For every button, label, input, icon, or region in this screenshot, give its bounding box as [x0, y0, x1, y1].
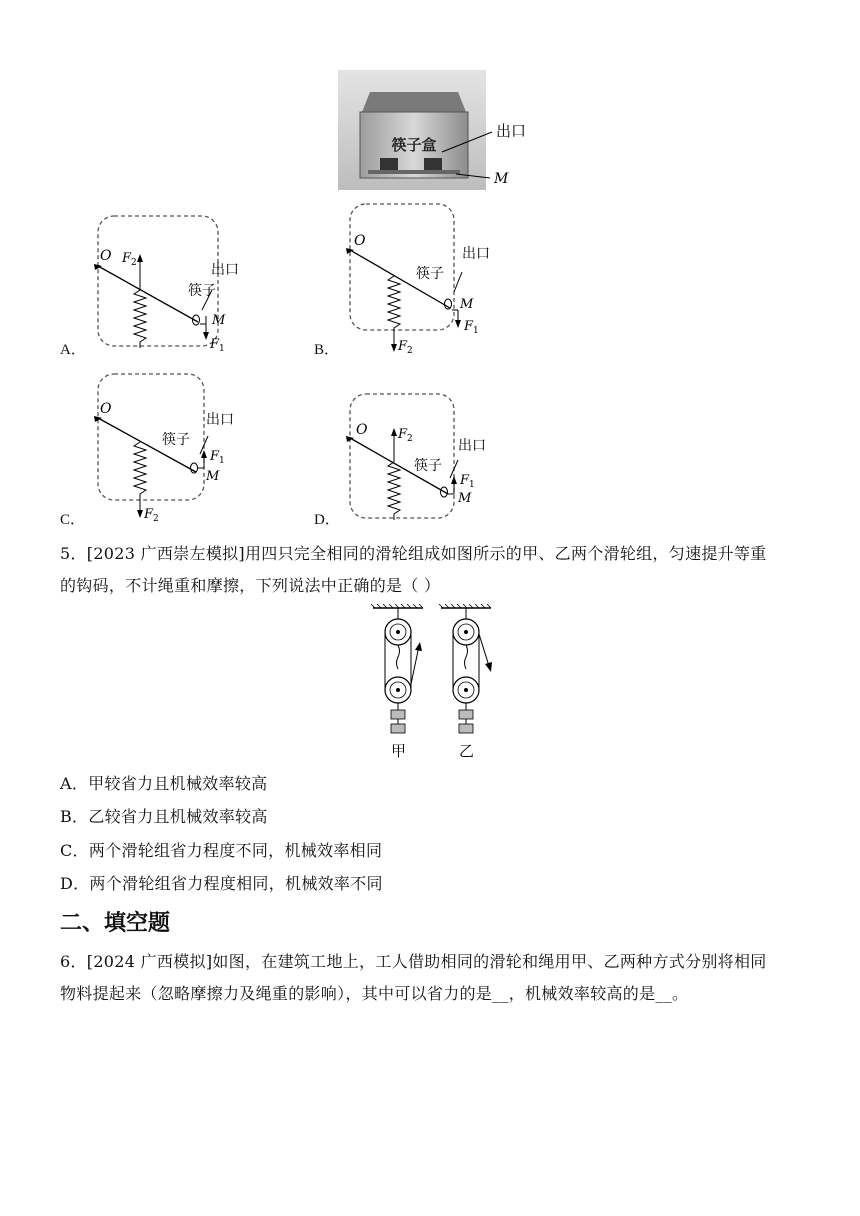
option-d	[314, 390, 534, 530]
pivot-o: O	[354, 233, 366, 249]
option-c	[60, 368, 280, 528]
option-a-diagram	[88, 210, 268, 360]
question-6-stem	[60, 946, 830, 1010]
force-f1-sub: 1	[473, 326, 479, 336]
force-f1: F	[210, 449, 220, 464]
option-letter: B．	[314, 342, 340, 358]
choice-c[interactable]: C．两个滑轮组省力程度不同，机械效率相同	[60, 841, 383, 860]
chopstick-label: 筷子	[416, 266, 444, 282]
pivot-o: O	[100, 401, 112, 417]
question-5-line-2: 的钩码，不计绳重和摩擦，下列说法中正确的是（ ）	[60, 576, 441, 595]
force-f1: F	[460, 473, 470, 488]
force-f2: F	[398, 427, 408, 442]
force-f2-sub: 2	[407, 434, 413, 444]
outlet-label: 出口	[211, 262, 239, 278]
choice-b[interactable]: B．乙较省力且机械效率较高	[60, 807, 268, 826]
m-label: M	[212, 313, 226, 328]
force-f2-sub: 2	[153, 514, 159, 524]
question-6-line-1: 6．[2024 广西模拟]如图，在建筑工地上，工人借助相同的滑轮和绳用甲、乙两种方式分别将相同	[60, 952, 767, 971]
force-f2: F	[144, 507, 154, 522]
option-c-diagram	[88, 368, 278, 528]
choice-a[interactable]: A．甲较省力且机械效率较高	[60, 774, 268, 793]
option-d-diagram	[344, 390, 534, 530]
force-f1-sub: 1	[219, 344, 225, 354]
outlet-label: 出口	[206, 412, 234, 428]
chopstick-box-figure	[338, 70, 538, 190]
option-a	[60, 210, 260, 360]
chopstick-label: 筷子	[188, 283, 216, 299]
pivot-o: O	[100, 248, 112, 264]
section-title: 二、填空题	[60, 911, 171, 936]
chopstick-label: 筷子	[162, 432, 190, 448]
m-label: M	[206, 469, 220, 484]
force-f2: F	[398, 339, 408, 354]
option-letter: A．	[60, 342, 86, 358]
question-5-line-1: 5．[2023 广西崇左模拟]用四只完全相同的滑轮组成如图所示的甲、乙两个滑轮组，匀速提升等重	[60, 544, 767, 563]
option-b	[314, 200, 534, 360]
m-label: M	[494, 171, 509, 187]
m-label: M	[458, 491, 472, 506]
option-b-diagram	[344, 200, 534, 360]
option-letter: C．	[60, 512, 86, 528]
force-f1: F	[210, 337, 220, 352]
outlet-label: 出口	[462, 246, 490, 262]
pulley-label-yi: 乙	[459, 742, 475, 760]
outlet-label: 出口	[458, 438, 486, 454]
chopstick-box-photo	[338, 70, 538, 190]
force-f1-sub: 1	[469, 480, 475, 490]
question-6-line-2: 物料提起来（忽略摩擦力及绳重的影响），其中可以省力的是__，机械效率较高的是__。	[60, 984, 689, 1003]
chopstick-label: 筷子	[414, 458, 442, 474]
force-f1-sub: 1	[219, 456, 225, 466]
force-f2: F	[122, 251, 132, 266]
outlet-label: 出口	[496, 122, 527, 140]
question-5-stem	[60, 538, 820, 602]
m-label: M	[460, 297, 474, 312]
pulley-diagram	[365, 604, 505, 764]
pivot-o: O	[356, 422, 368, 438]
force-f2-sub: 2	[407, 346, 413, 356]
force-f2-sub: 2	[131, 258, 137, 268]
pulley-figure	[365, 604, 505, 764]
pulley-label-jia: 甲	[391, 742, 407, 760]
option-letter: D．	[314, 512, 340, 528]
choice-d[interactable]: D．两个滑轮组省力程度相同，机械效率不同	[60, 874, 383, 893]
box-label: 筷子盒	[391, 136, 437, 154]
force-f1: F	[464, 319, 474, 334]
